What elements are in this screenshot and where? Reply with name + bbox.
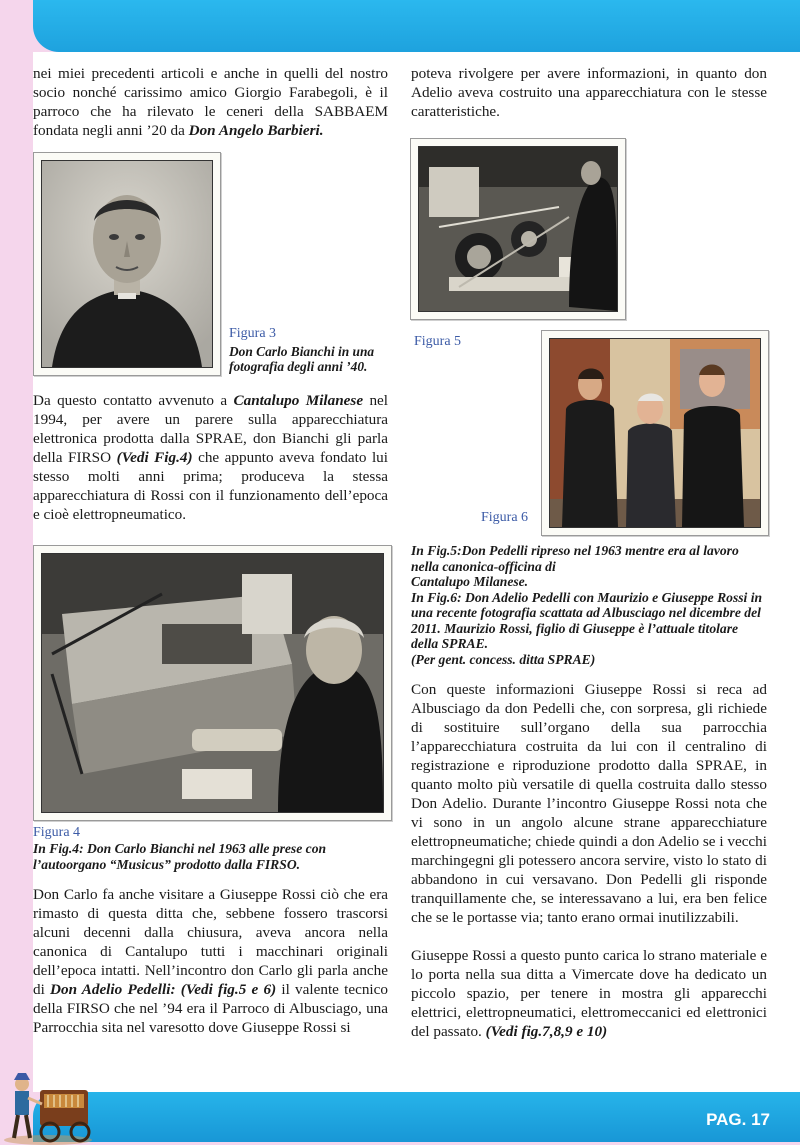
col2-paragraph-3: Giuseppe Rossi a questo punto carica lo strano materiale e lo porta nella sua ditta a Vimercate dove ha dedicato un piccolo spazio, per tenere in mostra gli apparecchi elettrici, elettropneumatici, elettromeccanici ed elettronici del passato. (Vedi fig.7,8,9 e 10) (411, 947, 767, 1040)
figure-3-caption: Don Carlo Bianchi in una fotografia degli anni ’40. (229, 344, 375, 374)
figure-3-photo (33, 152, 221, 376)
ref-fig4: (Vedi Fig.4) (116, 449, 193, 466)
figure-5-label: Figura 5 (414, 334, 462, 349)
footer-bar (33, 1092, 800, 1142)
caption-56-line-4: (Per gent. concess. ditta SPRAE) (411, 651, 596, 667)
figure-6-label: Figura 6 (481, 510, 529, 525)
figures-5-6-caption (411, 543, 767, 667)
col1-paragraph-3: Don Carlo fa anche visitare a Giuseppe Rossi ciò che era rimasto di questa ditta che, sebbene fossero trascorsi alcuni decenni dalla chiusura, aveva ancora nella canonica di Cantalupo tutti i macchinari originali dell’epoca intatti. Nell’incontro don Carlo gli parla anche di Don Adelio Pedelli: (Vedi fig.5 e 6) il valente tecnico della FIRSO che nel ’94 era il Parroco di Albusciago, una Parrocchia sita nel varesotto dove Giuseppe Rossi si (33, 886, 388, 1036)
figure-3-label: Figura 3 (229, 326, 277, 341)
page-number: PAG. 17 (706, 1110, 770, 1129)
figure-4-photo (33, 545, 392, 821)
figure-6-photo (541, 330, 769, 536)
three-men-group-icon (550, 339, 760, 527)
col2-paragraph-1: poteva rivolgere per avere informazioni, in quanto don Adelio aveva costruito una apparecchiatura con le stesse caratteristiche. (411, 65, 767, 120)
figure-4-caption: In Fig.4: Don Carlo Bianchi nel 1963 alle prese con l’autoorgano “Musicus” prodotto dalla FIRSO. (33, 841, 327, 872)
caption-56-line-1: In Fig.5:Don Pedelli ripreso nel 1963 mentre era al lavoro nella canonica-officina di (411, 543, 739, 574)
workshop-machinery-icon (419, 147, 617, 311)
figure-5-photo (410, 138, 626, 320)
organ-grinder-icon (0, 1068, 96, 1145)
name-angelo-barbieri: Don Angelo Barbieri. (188, 122, 324, 139)
figure-4-label: Figura 4 (33, 825, 81, 840)
priest-at-machine-icon (42, 554, 383, 812)
priest-portrait-icon (42, 161, 212, 367)
place-cantalupo: Cantalupo Milanese (233, 392, 364, 409)
col2-paragraph-2: Con queste informazioni Giuseppe Rossi si reca ad Albusciago da don Pedelli che, con sorpresa, gli richiede di sostituire sull’organo della sua parrocchia l’apparecchiatura costruita da lui con il centralino di registrazione e riproduzione prodotto dalla SPRAE, in quanto molto più versatile di quella costruita dallo stesso Don Adelio. Durante l’incontro Giuseppe Rossi nota che vi sono in un angolo alcune strane apparecchiature elettropneumatiche; chiede quindi a don Adelio se i vecchi marchingegni gli potessero ancora servire, visto lo stato di abbandono in cui versavano. Don Pedelli gli risponde tranquillamente che, se interessavano a lui, era ben felice che se le portasse via; tanto erano ormai inutilizzabili. (411, 681, 767, 926)
col1-paragraph-1: nei miei precedenti articoli e anche in quelli del nostro socio nonché carissimo amico Giorgio Farabegoli, è il parroco che ha rilevato le ceneri della SABBAEM fondata negli anni ’20 da Don Angelo Barbieri. (33, 65, 388, 139)
col1-paragraph-2: Da questo contatto avvenuto a Cantalupo Milanese nel 1994, per avere un parere sulla apparecchiatura elettronica prodotta dalla SPRAE, don Bianchi gli parla della FIRSO (Vedi Fig.4) che appunto aveva fondato lui stesso molti anni prima; produceva la stessa apparecchiatura di Rossi con il funzionamento dell’epoca e cioè elettropneumatico. (33, 392, 388, 523)
ref-fig7-10: (Vedi fig.7,8,9 e 10) (485, 1023, 608, 1040)
caption-56-line-3: In Fig.6: Don Adelio Pedelli con Maurizio e Giuseppe Rossi in una recente fotografia scattata ad Albusciago nel dicembre del 2011. Maurizio Rossi, figlio di Giuseppe è l’attuale titolare della SPRAE. (411, 589, 763, 651)
name-adelio-pedelli: Don Adelio Pedelli: (Vedi fig.5 e 6) (50, 981, 277, 998)
caption-56-line-2: Cantalupo Milanese. (411, 574, 529, 589)
header-bar (33, 0, 800, 52)
